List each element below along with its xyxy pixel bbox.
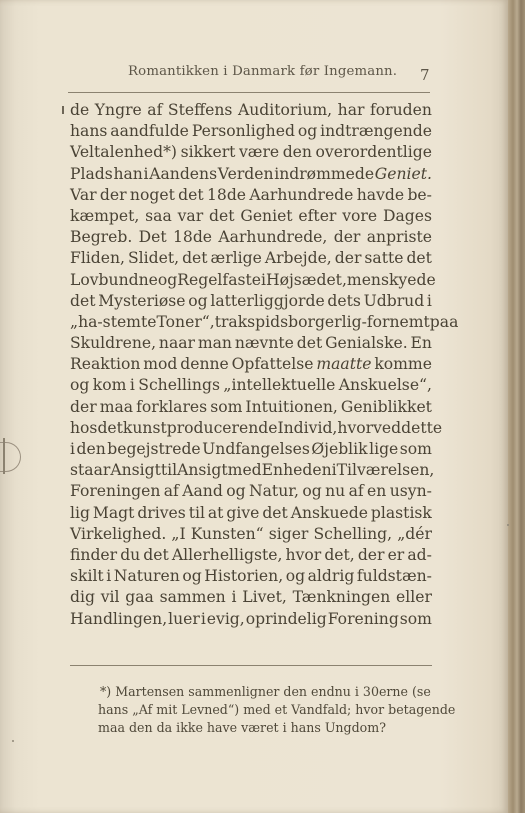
word: i (231, 588, 237, 607)
text-line-3 (70, 142, 432, 163)
word: Anskuede (290, 503, 368, 522)
word: kunstproducerende (122, 418, 278, 437)
word: Aandens (149, 164, 218, 183)
word: Lovbundne (70, 270, 158, 289)
word: og (297, 122, 318, 141)
word: de (70, 101, 90, 119)
word: fuldstæn- (356, 567, 432, 586)
word: Øjeblik (311, 440, 368, 458)
word: Reaktion (70, 355, 141, 374)
word: Plads (70, 164, 113, 183)
word: Veltalenhed*) (70, 143, 178, 162)
word: der (334, 249, 362, 268)
word: at (207, 503, 224, 522)
word: til (160, 461, 178, 480)
word: foruden (370, 101, 432, 119)
word: Steffens (167, 101, 233, 119)
text-line-2 (70, 121, 432, 142)
word: havde (356, 185, 405, 204)
word: i (331, 461, 337, 480)
footnote-line-1: *) Martensen sammenligner den endnu i 30erne (se (100, 684, 431, 699)
word: den (76, 440, 106, 458)
word: der (357, 545, 385, 564)
word: efter (298, 206, 337, 225)
word: man (197, 334, 232, 353)
word: Livet, (242, 588, 287, 607)
word: siger (268, 524, 309, 543)
word: det (406, 249, 432, 268)
word: lige (369, 440, 399, 458)
text-line-21 (70, 524, 432, 545)
word: dig (70, 588, 95, 607)
word: Kunsten“ (190, 524, 264, 543)
word: er (387, 545, 405, 564)
word: finder (70, 545, 118, 564)
word: be- (407, 185, 432, 204)
text-line-13 (70, 354, 432, 375)
word: det, (324, 545, 355, 564)
word: det (97, 418, 123, 437)
word: Historien, (204, 567, 284, 586)
word: og (182, 567, 202, 586)
word: som (399, 440, 432, 458)
word: det (262, 503, 288, 522)
word: latterliggjorde (210, 291, 325, 310)
word: vil (100, 588, 120, 607)
word: i (106, 567, 112, 586)
footnote-line-2: hans „Af mit Levned“) med et Vandfald; hvor betagende (98, 702, 456, 717)
word: Skuldrene, (70, 334, 157, 353)
text-line-6 (70, 206, 432, 227)
word: og (70, 376, 90, 395)
emphasized-word: Geniet. (374, 164, 432, 183)
word: i (129, 376, 135, 395)
word: Regelfaste (177, 270, 261, 289)
word: En (410, 334, 432, 353)
word: usyn- (389, 482, 432, 501)
word: aandfulde (110, 122, 189, 141)
word: Arbejde, (264, 249, 332, 268)
word: begejstrede (107, 440, 201, 458)
word: af (147, 101, 163, 119)
word: mod (143, 355, 178, 374)
word: nu (325, 482, 346, 501)
word: give (226, 503, 260, 522)
word: dets (327, 291, 361, 310)
word: „dér (397, 524, 432, 543)
word: indtrængende (320, 122, 432, 141)
word: som (399, 609, 432, 628)
word: nævnte (234, 334, 294, 353)
word: den (282, 143, 312, 162)
word: indrømmede (274, 164, 375, 183)
body-text (70, 100, 459, 630)
word: gaa (125, 588, 154, 607)
word: overordentlige (315, 143, 432, 162)
text-line-15 (70, 397, 432, 418)
page-edge (508, 0, 525, 813)
word: Udbrud (363, 291, 425, 310)
word: Det (138, 228, 167, 247)
binding-mark (3, 438, 5, 474)
word: skyede (380, 270, 436, 289)
word: være (238, 143, 280, 162)
word: der (333, 228, 361, 247)
word: Undfangelses (202, 440, 310, 458)
footnote (98, 683, 456, 737)
word: som (210, 397, 243, 416)
word: hos (70, 418, 98, 437)
running-head: Romantikken i Danmark før Ingemann. (128, 64, 398, 79)
word: ad- (407, 545, 432, 564)
word: og (302, 482, 322, 501)
word: staar (70, 461, 111, 480)
word: til (188, 503, 205, 522)
word: i (143, 164, 149, 183)
word: i (70, 440, 75, 458)
word: ærlige (210, 249, 262, 268)
text-line-22 (70, 545, 432, 566)
word: Slidet, (128, 249, 180, 268)
footnote-line-3: maa den da ikke have været i hans Ungdom? (98, 720, 386, 735)
word: Yngre (94, 101, 142, 119)
word: Auditorium, (237, 101, 333, 119)
word: og (226, 482, 246, 501)
word: Begreb. (70, 228, 133, 247)
word: Opfattelse (231, 355, 314, 374)
word: komme (374, 355, 432, 374)
word: aldrig (307, 567, 355, 586)
word: du (120, 545, 141, 564)
text-line-12 (70, 333, 432, 354)
word: Verden (217, 164, 274, 183)
word: trak (214, 312, 248, 331)
paper-speck (507, 524, 509, 526)
word: var (177, 206, 204, 225)
word: anpriste (366, 228, 432, 247)
word: Foreningen (70, 482, 161, 501)
text-line-7 (70, 227, 432, 248)
word: Schellings (138, 376, 220, 395)
text-line-20 (70, 503, 432, 524)
word: „ha-stemte (70, 312, 157, 331)
word: 18de (206, 185, 247, 204)
word: Schelling, (313, 524, 393, 543)
word: Virkelighed. (70, 524, 167, 543)
text-line-25 (70, 609, 432, 630)
word: Allerhelligste, (171, 545, 283, 564)
text-line-5 (70, 185, 432, 206)
word: hvorved (337, 418, 402, 437)
word: forklares (136, 397, 208, 416)
word: saa (145, 206, 172, 225)
word: Genialske. (325, 334, 408, 353)
margin-mark (62, 106, 64, 114)
word: og (285, 567, 306, 586)
word: Fliden, (70, 249, 126, 268)
word: Aand (182, 482, 223, 501)
word: en (367, 482, 387, 501)
word: han (113, 164, 143, 183)
word: spidsborgerlig-fornemt (247, 312, 430, 331)
word: Natur, (248, 482, 299, 501)
paper-speck (12, 740, 14, 742)
word: Intuitionen, (245, 397, 338, 416)
word: og (188, 291, 208, 310)
word: eller (396, 588, 432, 607)
word: naar (158, 334, 195, 353)
word: det (209, 206, 235, 225)
text-line-24 (70, 587, 432, 608)
word: Højsædet, (265, 270, 347, 289)
word: Tænkningen (292, 588, 391, 607)
word: Ansigt (110, 461, 161, 480)
word: der (99, 185, 127, 204)
word: 18de (172, 228, 213, 247)
word: maa (99, 397, 134, 416)
word: af (348, 482, 364, 501)
word: i (260, 270, 266, 289)
word: vore (342, 206, 378, 225)
word: og (157, 270, 178, 289)
word: i (426, 291, 432, 310)
word: plastisk (370, 503, 432, 522)
text-line-11 (70, 312, 459, 333)
text-line-19 (70, 481, 432, 502)
word: kom (92, 376, 127, 395)
word: Enheden (261, 461, 332, 480)
word: Aarhundrede, (218, 228, 328, 247)
word: i (200, 609, 206, 628)
word: dette (401, 418, 443, 437)
word: Var (70, 185, 97, 204)
word: Naturen (113, 567, 180, 586)
word: hans (70, 122, 108, 141)
word: satte (364, 249, 404, 268)
word: af (163, 482, 179, 501)
word: kæmpet, (70, 206, 140, 225)
word: „I (171, 524, 186, 543)
word: Geniblikket (340, 397, 432, 416)
word: lig (70, 503, 90, 522)
word: Personlighed (191, 122, 295, 141)
word: sikkert (180, 143, 236, 162)
word: „intellektuelle (223, 376, 336, 395)
emphasized-word: maatte (316, 355, 372, 374)
text-line-9 (70, 270, 436, 291)
word: det (296, 334, 323, 353)
word: paa (429, 312, 459, 331)
word: oprindelig (245, 609, 327, 628)
text-line-14 (70, 375, 432, 396)
text-line-4 (70, 164, 432, 185)
word: drives (137, 503, 186, 522)
word: Aarhundrede (249, 185, 354, 204)
word: noget (129, 185, 175, 204)
text-line-16 (70, 418, 443, 439)
word: Geniet (240, 206, 293, 225)
word: Ansigt (177, 461, 228, 480)
word: har (337, 101, 365, 119)
word: luer (168, 609, 200, 628)
word: Anskuelse“, (338, 376, 432, 395)
word: Magt (92, 503, 135, 522)
word: denne (180, 355, 229, 374)
text-line-10 (70, 291, 432, 312)
word: hvor (285, 545, 322, 564)
word: det (143, 545, 169, 564)
page-number: 7 (420, 66, 430, 84)
text-line-18 (70, 460, 435, 481)
word: skilt (70, 567, 104, 586)
text-line-17 (70, 439, 432, 460)
page-header (100, 60, 440, 84)
word: det (178, 185, 204, 204)
word: Dages (382, 206, 432, 225)
word: Mysteriøse (98, 291, 186, 310)
word: det (182, 249, 208, 268)
word: Tilværelsen, (336, 461, 435, 480)
text-line-1 (70, 100, 432, 121)
header-rule (68, 92, 430, 93)
text-line-8 (70, 248, 432, 269)
word: Forening (327, 609, 399, 628)
word: der (70, 397, 97, 416)
footnote-divider (70, 665, 432, 666)
word: men (346, 270, 381, 289)
word: sammen (159, 588, 226, 607)
text-line-23 (70, 566, 432, 587)
word: Handlingen, (70, 609, 168, 628)
word: det (70, 291, 96, 310)
word: Individ, (277, 418, 338, 437)
word: med (227, 461, 262, 480)
word: evig, (206, 609, 245, 628)
word: Toner“, (156, 312, 215, 331)
